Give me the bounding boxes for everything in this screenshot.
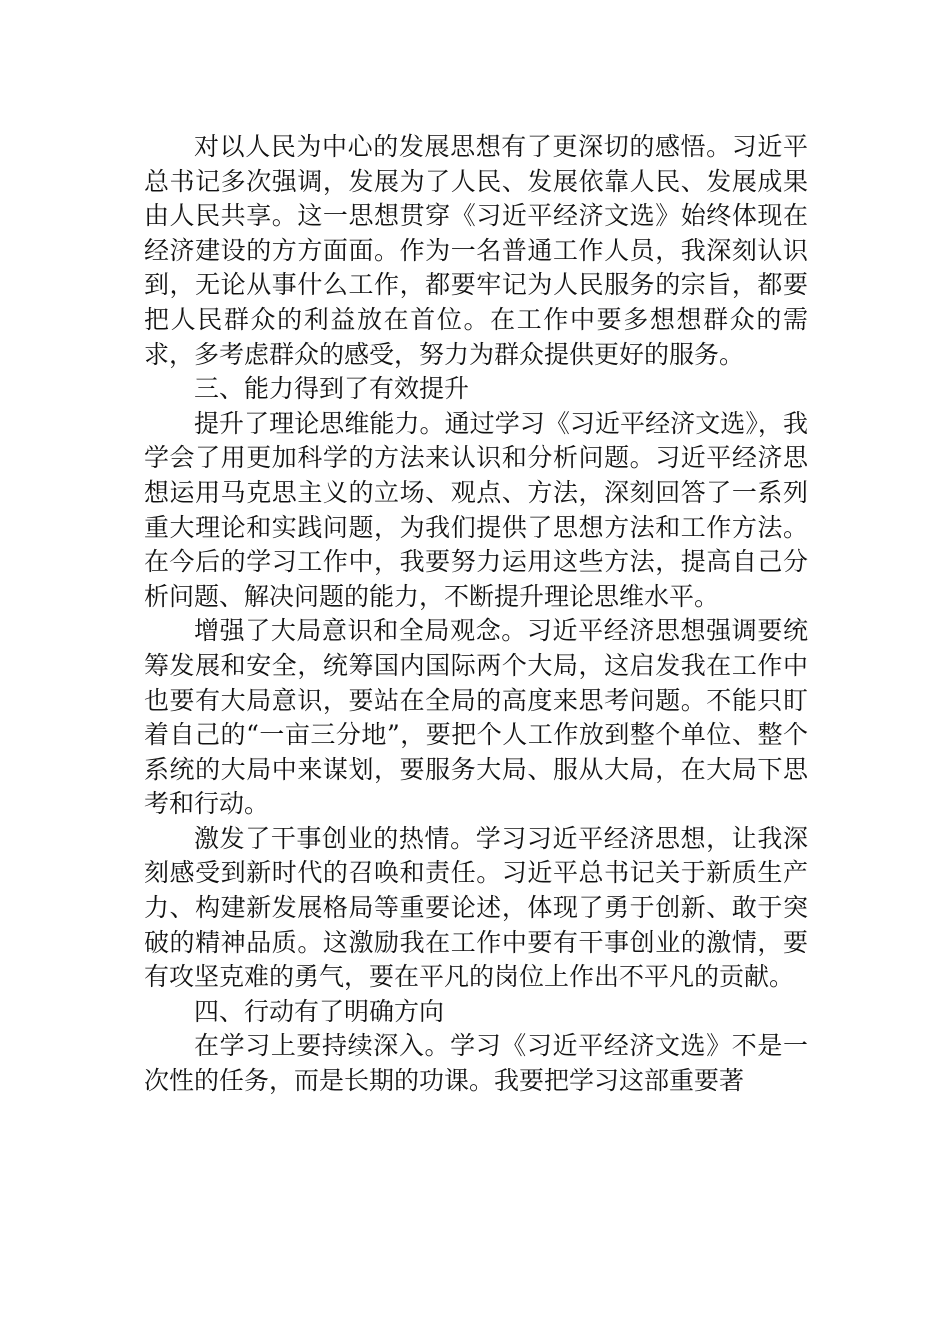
paragraph-theoretical-thinking: 提升了理论思维能力。通过学习《习近平经济文选》，我学会了用更加科学的方法来认识和分析问题。习近平经济思想运用马克思主义的立场、观点、方法，深刻回答了一系列重大理论和实践问题，为我们提供了思想方法和工作方法。在今后的学习工作中，我要努力运用这些方法，提高自己分析问题、解决问题的能力，不断提升理论思维水平。 bbox=[144, 408, 808, 611]
paragraph-continuous-study: 在学习上要持续深入。学习《习近平经济文选》不是一次性的任务，而是长期的功课。我要把学习这部重要著 bbox=[144, 1031, 808, 1096]
section-heading-four: 四、行动有了明确方向 bbox=[194, 996, 445, 1026]
paragraph-people-centered: 对以人民为中心的发展思想有了更深切的感悟。习近平总书记多次强调，发展为了人民、发展依靠人民、发展成果由人民共享。这一思想贯穿《习近平经济文选》始终体现在经济建设的方方面面。作为一名普通工作人员，我深刻认识到，无论从事什么工作，都要牢记为人民服务的宗旨，都要把人民群众的利益放在首位。在工作中要多想想群众的需求，多考虑群众的感受，努力为群众提供更好的服务。 bbox=[144, 132, 808, 369]
paragraph-entrepreneurial-passion: 激发了干事创业的热情。学习习近平经济思想，让我深刻感受到新时代的召唤和责任。习近平总书记关于新质生产力、构建新发展格局等重要论述，体现了勇于创新、敢于突破的精神品质。这激励我在工作中要有干事创业的激情，要有攻坚克难的勇气，要在平凡的岗位上作出不平凡的贡献。 bbox=[144, 823, 808, 992]
paragraph-overall-awareness: 增强了大局意识和全局观念。习近平经济思想强调要统筹发展和安全，统筹国内国际两个大局，这启发我在工作中也要有大局意识，要站在全局的高度来思考问题。不能只盯着自己的“一亩三分地”，要把个人工作放到整个单位、整个系统的大局中来谋划，要服务大局、服从大局，在大局下思考和行动。 bbox=[144, 616, 808, 819]
document-body bbox=[144, 130, 808, 1099]
section-heading-three: 三、能力得到了有效提升 bbox=[194, 374, 470, 404]
